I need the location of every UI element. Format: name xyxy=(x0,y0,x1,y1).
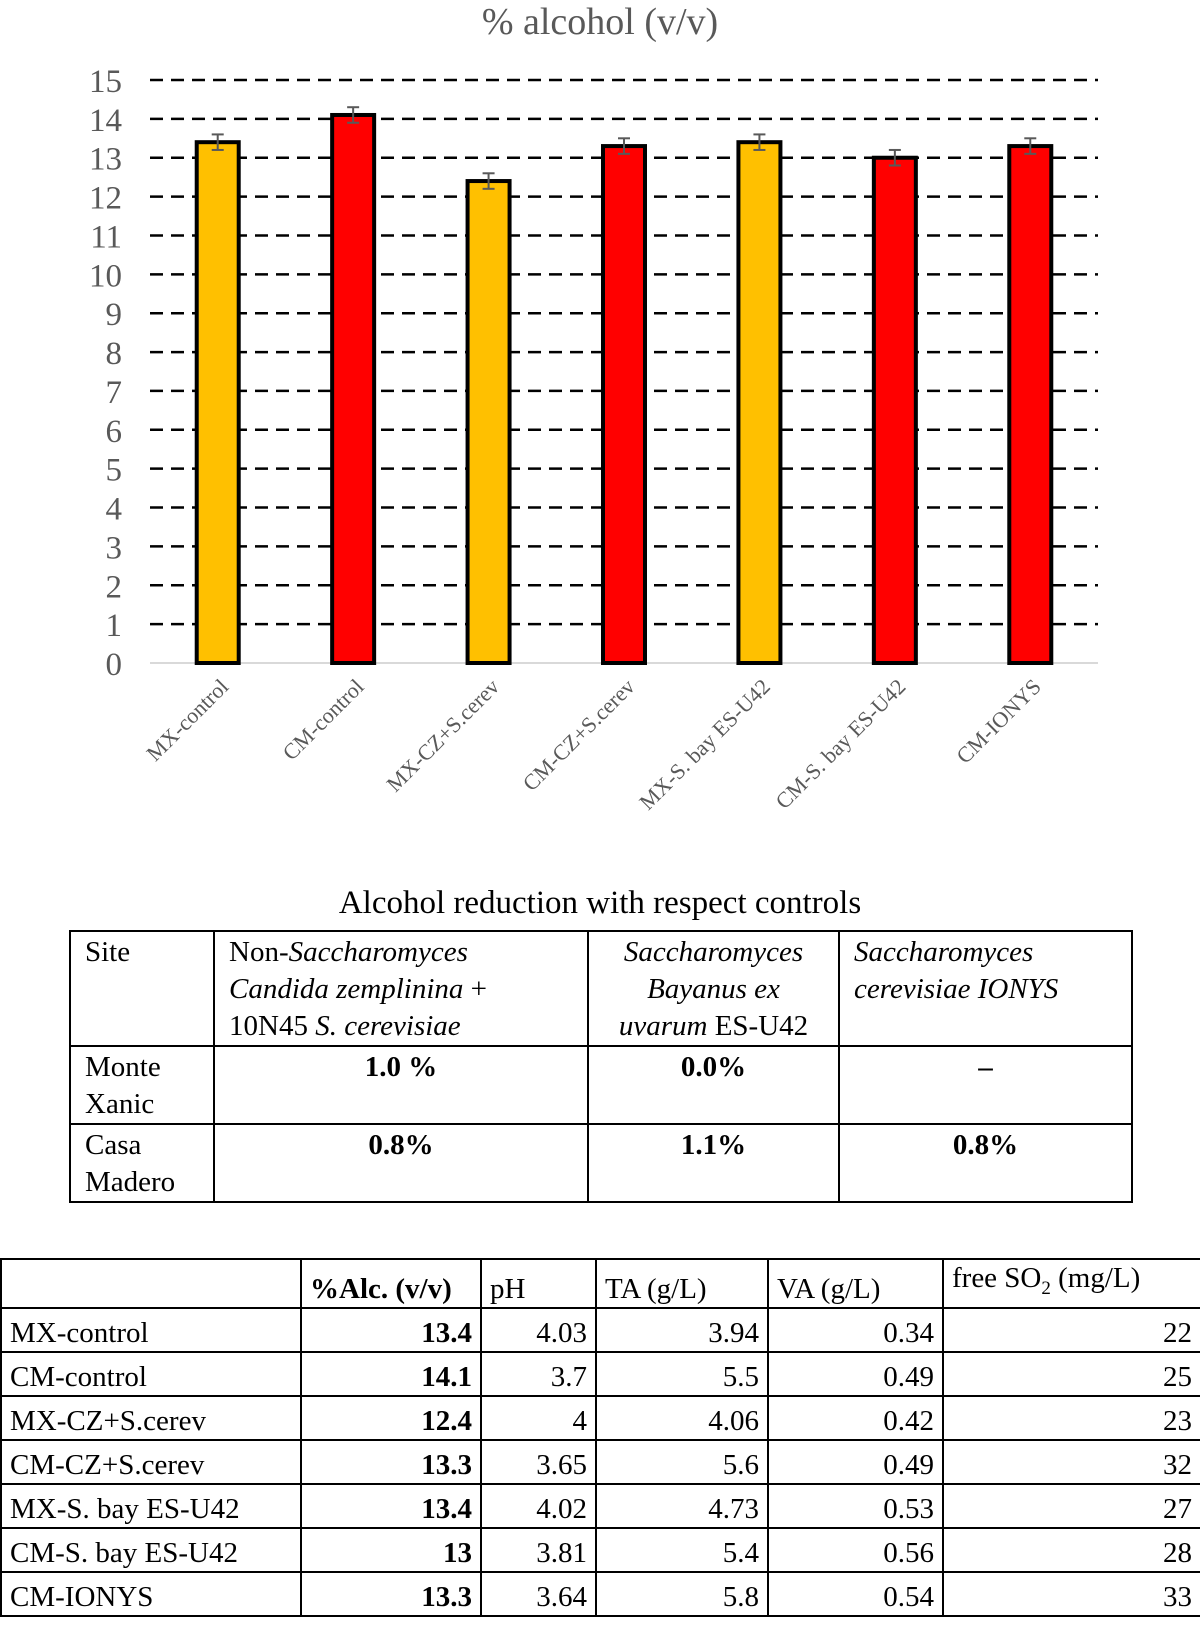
sample-name: CM-IONYS xyxy=(1,1572,301,1616)
table-row xyxy=(1,1528,1200,1572)
alcohol-cell: 13 xyxy=(301,1528,481,1572)
y-tick-label: 13 xyxy=(89,141,122,178)
ta-cell: 5.8 xyxy=(596,1572,768,1616)
table-row xyxy=(1,1396,1200,1440)
ta-cell: 3.94 xyxy=(596,1308,768,1352)
y-tick-label: 11 xyxy=(90,219,122,256)
site-cell: Monte Xanic xyxy=(70,1046,214,1124)
y-axis-ticks xyxy=(89,64,122,683)
reduction-row-casa-madero xyxy=(70,1124,1132,1202)
table-row xyxy=(1,1572,1200,1616)
wine-measurements-table xyxy=(0,1258,1200,1617)
sample-name: MX-control xyxy=(1,1308,301,1352)
alcohol-cell: 13.3 xyxy=(301,1440,481,1484)
bar xyxy=(603,146,645,663)
site-cell: Casa Madero xyxy=(70,1124,214,1202)
va-cell: 0.53 xyxy=(768,1484,943,1528)
so2-cell: 28 xyxy=(943,1528,1200,1572)
so2-cell: 33 xyxy=(943,1572,1200,1616)
va-cell: 0.34 xyxy=(768,1308,943,1352)
y-tick-label: 10 xyxy=(89,258,122,295)
reduction-row-monte-xanic xyxy=(70,1046,1132,1124)
ta-cell: 4.73 xyxy=(596,1484,768,1528)
y-tick-label: 0 xyxy=(105,647,122,683)
x-axis-labels xyxy=(141,674,1046,815)
x-tick-label: CM-control xyxy=(277,673,369,765)
header-ph: pH xyxy=(481,1259,596,1308)
x-tick-label: CM-IONYS xyxy=(951,673,1046,769)
x-tick-label: CM-CZ+S.cerev xyxy=(517,673,640,796)
alcohol-cell: 13.3 xyxy=(301,1572,481,1616)
y-tick-label: 14 xyxy=(89,102,122,139)
so2-cell: 27 xyxy=(943,1484,1200,1528)
table-row xyxy=(1,1352,1200,1396)
header-saccharomyces-bayanus: Saccharomyces Bayanus ex uvarum ES-U42 xyxy=(588,931,839,1046)
so2-cell: 23 xyxy=(943,1396,1200,1440)
bar xyxy=(468,181,510,663)
x-tick-label: CM-S. bay ES-U42 xyxy=(770,673,911,814)
y-tick-label: 1 xyxy=(105,608,122,645)
header-name xyxy=(1,1259,301,1308)
so2-cell: 22 xyxy=(943,1308,1200,1352)
header-free-so2: free $SO_2$ (mg/L) xyxy=(943,1259,1200,1308)
header-saccharomyces-ionys: Saccharomyces cerevisiae IONYS xyxy=(839,931,1132,1046)
x-tick-label: MX-S. bay ES-U42 xyxy=(634,673,775,815)
sample-name: CM-CZ+S.cerev xyxy=(1,1440,301,1484)
value-cell: 0.8% xyxy=(839,1124,1132,1202)
ta-cell: 5.5 xyxy=(596,1352,768,1396)
y-tick-label: 3 xyxy=(105,530,122,567)
sample-name: MX-CZ+S.cerev xyxy=(1,1396,301,1440)
sample-name: CM-control xyxy=(1,1352,301,1396)
so2-cell: 32 xyxy=(943,1440,1200,1484)
y-tick-label: 8 xyxy=(105,336,122,373)
bar xyxy=(1009,146,1051,663)
y-tick-label: 7 xyxy=(105,374,122,411)
ph-cell: 3.81 xyxy=(481,1528,596,1572)
y-tick-label: 15 xyxy=(89,64,122,100)
so2-cell: 25 xyxy=(943,1352,1200,1396)
header-va: VA (g/L) xyxy=(768,1259,943,1308)
va-cell: 0.42 xyxy=(768,1396,943,1440)
value-cell: 0.8% xyxy=(214,1124,588,1202)
alcohol-cell: 14.1 xyxy=(301,1352,481,1396)
value-cell: – xyxy=(839,1046,1132,1124)
bar xyxy=(197,142,239,663)
y-tick-label: 6 xyxy=(105,413,122,450)
table-row xyxy=(1,1440,1200,1484)
ta-cell: 5.6 xyxy=(596,1440,768,1484)
sample-name: MX-S. bay ES-U42 xyxy=(1,1484,301,1528)
ta-cell: 4.06 xyxy=(596,1396,768,1440)
header-ta: TA (g/L) xyxy=(596,1259,768,1308)
bar xyxy=(874,158,916,663)
y-tick-label: 9 xyxy=(105,297,122,334)
measures-header-row xyxy=(1,1259,1200,1308)
header-site: Site xyxy=(70,931,214,1046)
sample-name: CM-S. bay ES-U42 xyxy=(1,1528,301,1572)
va-cell: 0.54 xyxy=(768,1572,943,1616)
x-tick-label: MX-CZ+S.cerev xyxy=(381,673,505,797)
ph-cell: 3.7 xyxy=(481,1352,596,1396)
chart-title: % alcohol (v/v) xyxy=(481,1,719,43)
bar xyxy=(332,115,374,663)
ph-cell: 4 xyxy=(481,1396,596,1440)
y-tick-label: 4 xyxy=(105,491,122,528)
table-row xyxy=(1,1308,1200,1352)
table-row xyxy=(1,1484,1200,1528)
va-cell: 0.49 xyxy=(768,1352,943,1396)
ph-cell: 4.02 xyxy=(481,1484,596,1528)
value-cell: 0.0% xyxy=(588,1046,839,1124)
value-cell: 1.0 % xyxy=(214,1046,588,1124)
reduction-header-row xyxy=(70,931,1132,1046)
value-cell: 1.1% xyxy=(588,1124,839,1202)
alcohol-cell: 13.4 xyxy=(301,1484,481,1528)
alcohol-reduction-table xyxy=(69,930,1133,1203)
ph-cell: 3.64 xyxy=(481,1572,596,1616)
va-cell: 0.49 xyxy=(768,1440,943,1484)
x-tick-label: MX-control xyxy=(141,673,234,766)
ph-cell: 3.65 xyxy=(481,1440,596,1484)
header-alcohol: %Alc. (v/v) xyxy=(301,1259,481,1308)
ta-cell: 5.4 xyxy=(596,1528,768,1572)
alcohol-cell: 12.4 xyxy=(301,1396,481,1440)
y-tick-label: 2 xyxy=(105,569,122,606)
ph-cell: 4.03 xyxy=(481,1308,596,1352)
reduction-table-caption: Alcohol reduction with respect controls xyxy=(338,885,862,921)
alcohol-cell: 13.4 xyxy=(301,1308,481,1352)
y-tick-label: 5 xyxy=(105,452,122,489)
header-non-saccharomyces: Non-Saccharomyces Candida zemplinina + 10N45 S. cerevisiae xyxy=(214,931,588,1046)
va-cell: 0.56 xyxy=(768,1528,943,1572)
bar xyxy=(738,142,780,663)
y-tick-label: 12 xyxy=(89,180,122,217)
